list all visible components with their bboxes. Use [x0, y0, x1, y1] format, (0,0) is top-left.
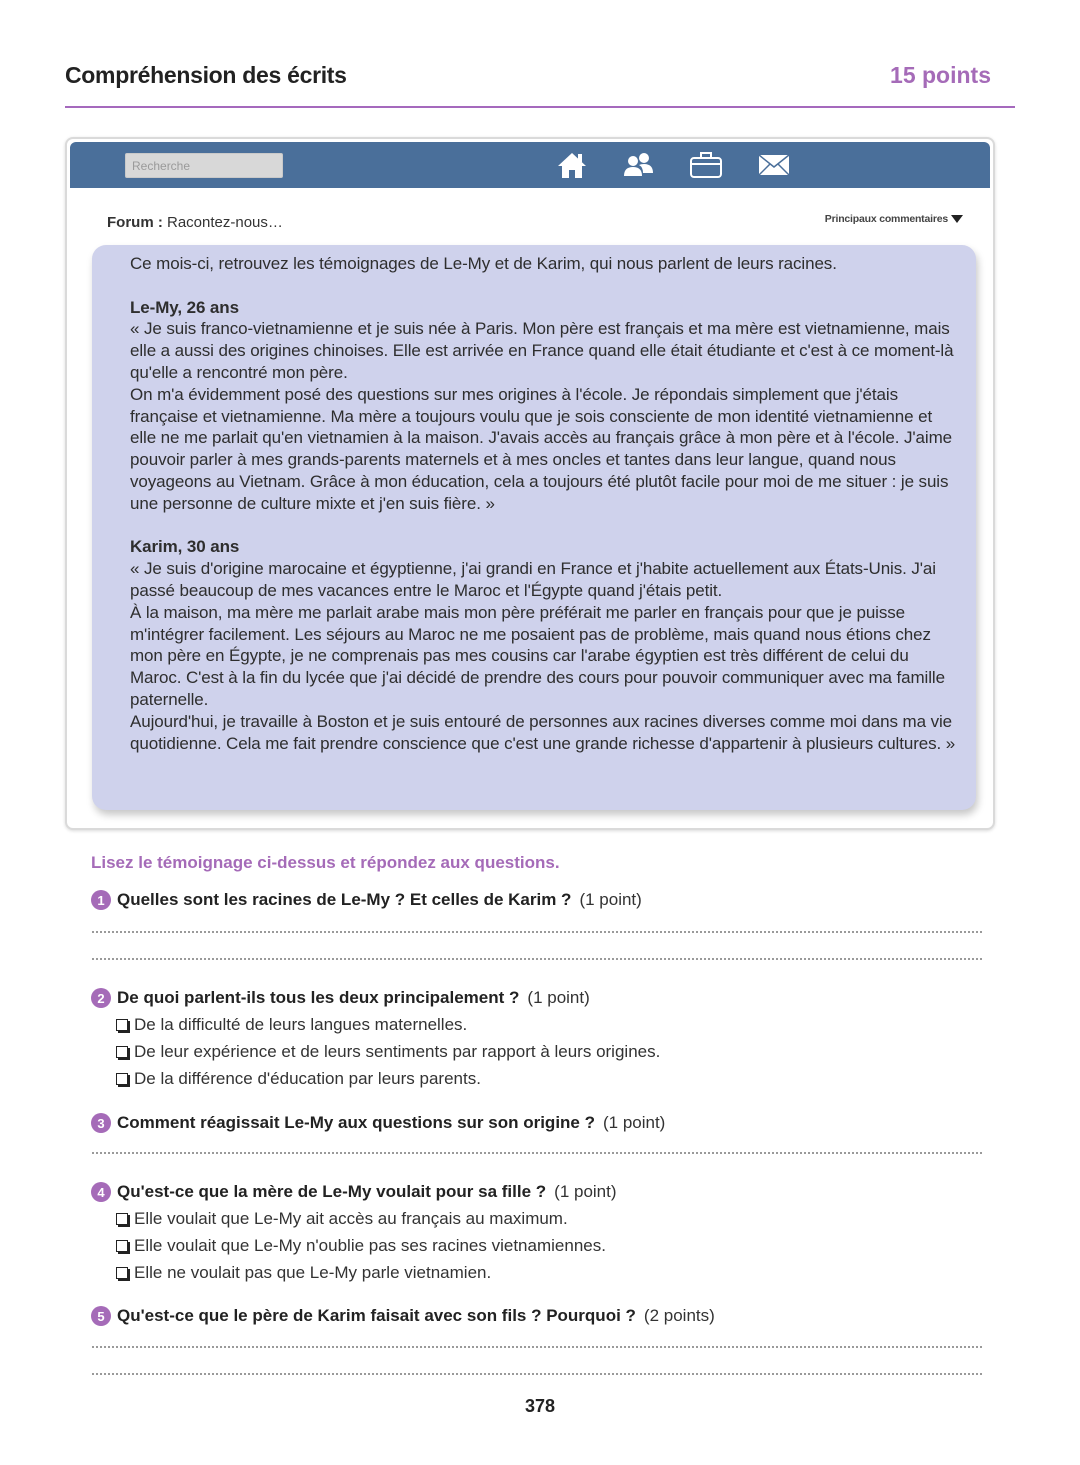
question-text: Qu'est-ce que le père de Karim faisait avec son fils ? Pourquoi ? [117, 1306, 636, 1325]
question-points: (1 point) [579, 890, 642, 909]
total-points: 15 points [890, 62, 991, 88]
question-4 [91, 1182, 617, 1202]
post-body [130, 253, 960, 754]
question-points: (1 point) [554, 1182, 617, 1201]
checkbox-icon[interactable] [116, 1213, 128, 1225]
testimony-author: Karim, 30 ans [130, 537, 240, 557]
question-points: (1 point) [527, 988, 590, 1007]
question-text: Quelles sont les racines de Le-My ? Et celles de Karim ? [117, 890, 572, 909]
testimony-paragraph: Aujourd'hui, je travaille à Boston et je suis entouré de personnes aux racines diverses comme moi dans ma vie quotidienne. Cela me fait prendre conscience que c'est une grande richesse d'appartenir à plusieurs cultures. » [130, 711, 956, 753]
answer-option[interactable] [116, 1015, 467, 1035]
question-2 [91, 988, 590, 1008]
home-icon[interactable] [555, 150, 589, 180]
option-label: De leur expérience et de leurs sentiments par rapport à leurs origines. [134, 1042, 661, 1061]
caret-down-icon [951, 215, 963, 223]
forum-navbar [70, 142, 990, 188]
forum-topic[interactable]: Racontez-nous… [167, 214, 283, 231]
question-text: Qu'est-ce que la mère de Le-My voulait pour sa fille ? [117, 1182, 547, 1201]
answer-option[interactable] [116, 1042, 660, 1062]
question-points: (1 point) [602, 1113, 666, 1132]
answer-line[interactable] [92, 958, 982, 960]
testimony-paragraph: À la maison, ma mère me parlait arabe mais mon père préférait me parler en français pour que je puisse m'intégrer facilement. Les séjours au Maroc ne me posaient pas de problème, mais quand nous étions chez mon père en Égypte, je ne comprenais pas mes cousins car l'arabe égyptien est très différent de celui du Maroc. C'est à la fin du lycée que j'ai décidé de prendre des cours pour pouvoir communiquer avec ma famille paternelle. [130, 602, 945, 709]
option-label: De la différence d'éducation par leurs parents. [134, 1069, 481, 1088]
forum-window [65, 137, 995, 830]
checkbox-icon[interactable] [116, 1046, 128, 1058]
sort-dropdown[interactable] [825, 213, 963, 225]
question-text: De quoi parlent-ils tous les deux principalement ? [117, 988, 520, 1007]
question-number-badge: 3 [91, 1113, 111, 1133]
checkbox-icon[interactable] [116, 1267, 128, 1279]
checkbox-icon[interactable] [116, 1240, 128, 1252]
page-title: Compréhension des écrits [65, 62, 347, 88]
question-number-badge: 2 [91, 988, 111, 1008]
forum-post [92, 245, 976, 810]
answer-line[interactable] [92, 1346, 982, 1348]
answer-option[interactable] [116, 1209, 568, 1229]
exercise-instructions: Lisez le témoignage ci-dessus et répondez aux questions. [91, 853, 560, 872]
option-label: De la difficulté de leurs langues maternelles. [134, 1015, 468, 1034]
testimony-paragraph: « Je suis franco-vietnamienne et je suis née à Paris. Mon père est français et ma mère est vietnamienne, mais elle a aussi des origines chinoises. Elle est arrivée en France quand elle était étudiante et c'est à ce moment-là qu'elle a rencontré mon père. [130, 319, 954, 382]
question-3 [91, 1113, 665, 1133]
question-number-badge: 5 [91, 1306, 111, 1326]
search-input[interactable] [125, 153, 283, 178]
answer-option[interactable] [116, 1263, 491, 1283]
sort-label: Principaux commentaires [824, 213, 948, 225]
question-5 [91, 1306, 715, 1326]
answer-line[interactable] [92, 1373, 982, 1375]
option-label: Elle voulait que Le-My n'oublie pas ses racines vietnamiennes. [134, 1236, 606, 1255]
post-intro: Ce mois-ci, retrouvez les témoignages de Le-My et de Karim, qui nous parlent de leurs racines. [130, 254, 837, 273]
checkbox-icon[interactable] [116, 1073, 128, 1085]
answer-line[interactable] [92, 1152, 982, 1154]
users-icon[interactable] [621, 150, 655, 180]
forum-breadcrumb [107, 214, 283, 231]
option-label: Elle ne voulait pas que Le-My parle vietnamien. [134, 1263, 492, 1282]
forum-label: Forum : [107, 214, 163, 231]
checkbox-icon[interactable] [116, 1019, 128, 1031]
question-text: Comment réagissait Le-My aux questions sur son origine ? [117, 1113, 595, 1132]
answer-option[interactable] [116, 1236, 606, 1256]
page-header [65, 58, 1015, 108]
testimony-paragraph: On m'a évidemment posé des questions sur mes origines à l'école. Je répondais simplement que j'étais française et vietnamienne. Ma mère a toujours voulu que je sois consciente de mon identité vietnamienne et elle ne me parlait qu'en vietnamien à la maison. J'avais accès au français grâce à mon père et à l'école. J'aime pouvoir parler à mes grands-parents maternels et à mes oncles et tantes dans leur langue, quand nous voyageons au Vietnam. Grâce à mon éducation, cela a toujours été plutôt facile pour moi de me situer : je suis une personne de culture mixte et j'en suis fière. » [130, 384, 953, 513]
briefcase-icon[interactable] [689, 150, 723, 180]
mail-icon[interactable] [757, 150, 791, 180]
question-number-badge: 4 [91, 1182, 111, 1202]
question-number-badge: 1 [91, 890, 111, 910]
testimony-paragraph: « Je suis d'origine marocaine et égyptienne, j'ai grandi en France et j'habite actuellement aux États-Unis. J'ai passé beaucoup de mes vacances entre le Maroc et l'Égypte quand j'étais petit. [130, 559, 936, 600]
testimony-author: Le-My, 26 ans [130, 297, 239, 317]
question-points: (2 points) [643, 1306, 715, 1325]
answer-option[interactable] [116, 1069, 481, 1089]
option-label: Elle voulait que Le-My ait accès au français au maximum. [134, 1209, 568, 1228]
question-1 [91, 890, 642, 910]
answer-line[interactable] [92, 931, 982, 933]
page-number: 378 [524, 1396, 556, 1416]
